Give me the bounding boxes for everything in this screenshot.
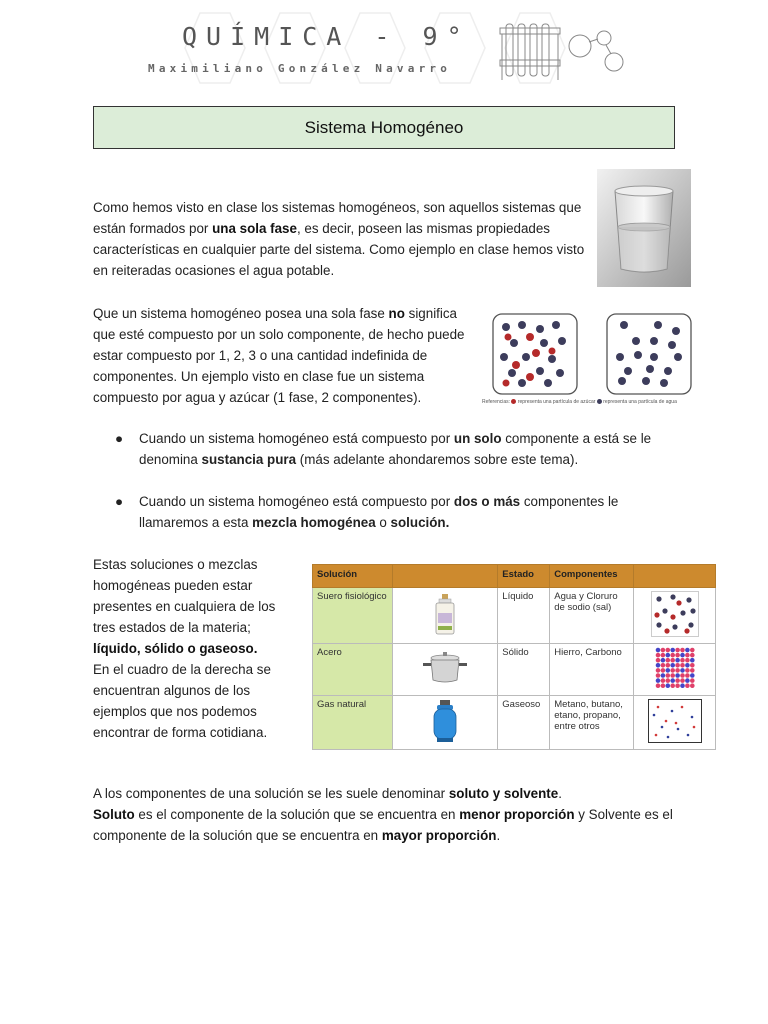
header-estado: Estado bbox=[498, 565, 550, 588]
steel-particle bbox=[675, 678, 680, 683]
steel-particle bbox=[670, 648, 675, 653]
steel-particle bbox=[670, 673, 675, 678]
steel-particle bbox=[655, 683, 660, 688]
steel-particle bbox=[690, 678, 695, 683]
table-row bbox=[313, 644, 716, 696]
soluto-solvente-paragraph bbox=[93, 783, 683, 846]
b1-bold-a: un solo bbox=[453, 431, 502, 446]
steel-particles-icon bbox=[655, 647, 695, 689]
steel-particle bbox=[680, 668, 685, 673]
header-author: Maximiliano González Navarro bbox=[148, 62, 452, 75]
table-row bbox=[313, 696, 716, 750]
saline-bottle-icon bbox=[434, 593, 456, 635]
caption-sugar: representa una partícula de azúcar bbox=[517, 399, 596, 405]
b2-text-c: o bbox=[375, 515, 391, 530]
steel-particle bbox=[690, 648, 695, 653]
soluto-l2-text-a: es el componente de la solución que se encuentra en bbox=[134, 807, 460, 822]
steel-particle bbox=[665, 658, 670, 663]
steel-particle bbox=[690, 673, 695, 678]
caption-label: Referencias: bbox=[482, 399, 511, 405]
cell-componentes: Hierro, Carbono bbox=[550, 644, 634, 696]
header-empty bbox=[392, 565, 498, 588]
header-empty-2 bbox=[634, 565, 716, 588]
steel-particle bbox=[685, 653, 690, 658]
cell-solucion: Suero fisiológico bbox=[313, 588, 393, 644]
cell-solucion: Acero bbox=[313, 644, 393, 696]
cell-componentes: Metano, butano, etano, propano, entre otros bbox=[550, 696, 634, 750]
steel-particle bbox=[665, 673, 670, 678]
b1-bold-b: sustancia pura bbox=[201, 452, 297, 467]
steel-particle bbox=[685, 663, 690, 668]
steel-particle bbox=[685, 658, 690, 663]
steel-particle bbox=[660, 663, 665, 668]
solutions-bold: líquido, sólido o gaseoso. bbox=[93, 641, 258, 656]
intro-p1-text-a: Como hemos visto en clase los sistemas homogéneos, son aquellos sistemas que están formados por bbox=[93, 200, 582, 236]
steel-particle bbox=[655, 648, 660, 653]
steel-particle bbox=[680, 653, 685, 658]
intro-paragraph-1 bbox=[93, 197, 589, 281]
water-particle-icon bbox=[597, 399, 602, 404]
b2-bold-b: mezcla homogénea bbox=[252, 515, 376, 530]
steel-particle bbox=[690, 668, 695, 673]
steel-particle bbox=[665, 678, 670, 683]
steel-particle bbox=[680, 663, 685, 668]
steel-particle bbox=[655, 678, 660, 683]
cell-image bbox=[392, 696, 498, 750]
steel-particle bbox=[670, 668, 675, 673]
steel-particle bbox=[680, 658, 685, 663]
solutions-text-a: Estas soluciones o mezclas homogéneas pueden estar presentes en cualquiera de los tres estados de la materia; bbox=[93, 557, 276, 635]
steel-particle bbox=[675, 683, 680, 688]
steel-particle bbox=[665, 653, 670, 658]
steel-particle bbox=[660, 673, 665, 678]
cell-estado: Gaseoso bbox=[498, 696, 550, 750]
steel-particle bbox=[685, 678, 690, 683]
header-solucion: Solución bbox=[313, 565, 393, 588]
steel-particle bbox=[655, 673, 660, 678]
b1-text-c: (más adelante ahondaremos sobre este tema). bbox=[296, 452, 579, 467]
steel-particle bbox=[680, 683, 685, 688]
steel-particle bbox=[690, 658, 695, 663]
cell-particles bbox=[634, 696, 716, 750]
sugar-water-particles-diagram bbox=[492, 313, 578, 395]
intro-p2-text-a: Que un sistema homogéneo posea una sola fase bbox=[93, 306, 389, 321]
soluto-l2-bold-a: Soluto bbox=[93, 807, 135, 822]
cell-particles bbox=[634, 644, 716, 696]
steel-particle bbox=[670, 653, 675, 658]
steel-particle bbox=[680, 648, 685, 653]
steel-particle bbox=[685, 668, 690, 673]
lab-illustration bbox=[496, 18, 636, 84]
cell-estado: Líquido bbox=[498, 588, 550, 644]
soluto-l2-text-b: y Solvente es el componente de la solución que se encuentra en bbox=[93, 807, 673, 843]
b1-text-b: componente a está se le denomina bbox=[139, 431, 652, 467]
steel-particle bbox=[675, 658, 680, 663]
steel-particle bbox=[660, 658, 665, 663]
steel-particle bbox=[660, 653, 665, 658]
steel-particle bbox=[670, 663, 675, 668]
bullet-dot: ● bbox=[115, 431, 124, 446]
cell-image bbox=[392, 644, 498, 696]
bullet-dot: ● bbox=[115, 494, 124, 509]
b1-text-a: Cuando un sistema homogéneo está compuesto por bbox=[139, 431, 454, 446]
bullet-item-1 bbox=[115, 428, 679, 470]
steel-particle bbox=[660, 678, 665, 683]
page-title-text: Sistema Homogéneo bbox=[304, 117, 464, 137]
steel-particle bbox=[685, 673, 690, 678]
table-header-row bbox=[313, 565, 716, 588]
steel-particle bbox=[675, 653, 680, 658]
sugar-particle-icon bbox=[511, 399, 516, 404]
steel-particle bbox=[665, 663, 670, 668]
intro-p1-text-b: , es decir, poseen las mismas propiedades características en cualquier parte del sistema. Como ejemplo en clase hemos visto en reiteradas ocasiones el agua potable. bbox=[93, 221, 585, 278]
cell-componentes: Agua y Cloruro de sodio (sal) bbox=[550, 588, 634, 644]
soluto-l2-bold-c: mayor proporción bbox=[381, 828, 497, 843]
steel-particle bbox=[665, 683, 670, 688]
saline-particles-icon bbox=[651, 591, 699, 637]
steel-particle bbox=[690, 663, 695, 668]
soluto-l2-bold-b: menor proporción bbox=[459, 807, 575, 822]
particles-caption bbox=[482, 399, 677, 405]
header-title: QUÍMICA - 9° bbox=[182, 22, 471, 51]
b2-bold-a: dos o más bbox=[453, 494, 521, 509]
steel-pot-icon bbox=[421, 650, 469, 686]
b2-text-a: Cuando un sistema homogéneo está compuesto por bbox=[139, 494, 454, 509]
soluto-l1-text-b: . bbox=[558, 786, 562, 801]
b2-text-b: componentes le llamaremos a esta bbox=[139, 494, 619, 530]
gas-cylinder-icon bbox=[431, 699, 459, 743]
soluto-l1-text-a: A los componentes de una solución se les suele denominar bbox=[93, 786, 449, 801]
glass-of-water-image bbox=[597, 169, 691, 287]
steel-particle bbox=[670, 683, 675, 688]
steel-particle bbox=[690, 653, 695, 658]
steel-particle bbox=[665, 668, 670, 673]
intro-paragraph-2 bbox=[93, 303, 481, 408]
intro-p1-bold: una sola fase bbox=[212, 221, 297, 236]
solutions-table bbox=[312, 564, 716, 750]
steel-particle bbox=[675, 663, 680, 668]
steel-particle bbox=[670, 658, 675, 663]
steel-particle bbox=[655, 653, 660, 658]
cell-solucion: Gas natural bbox=[313, 696, 393, 750]
caption-water: representa una partícula de agua bbox=[603, 399, 677, 405]
steel-particle bbox=[655, 658, 660, 663]
steel-particle bbox=[665, 648, 670, 653]
intro-p2-bold: no bbox=[388, 306, 405, 321]
steel-particle bbox=[675, 648, 680, 653]
b2-bold-c: solución. bbox=[390, 515, 450, 530]
solutions-paragraph bbox=[93, 554, 293, 743]
table-row bbox=[313, 588, 716, 644]
steel-particle bbox=[655, 668, 660, 673]
steel-particle bbox=[660, 668, 665, 673]
steel-particle bbox=[660, 648, 665, 653]
gas-particles-icon bbox=[648, 699, 702, 743]
cell-particles bbox=[634, 588, 716, 644]
steel-particle bbox=[675, 673, 680, 678]
steel-particle bbox=[685, 648, 690, 653]
cell-image bbox=[392, 588, 498, 644]
bullet-item-2 bbox=[115, 491, 679, 533]
solutions-text-b: En el cuadro de la derecha se encuentran algunos de los ejemplos que nos podemos encontrar de forma cotidiana. bbox=[93, 662, 271, 740]
intro-p2-text-b: significa que esté compuesto por un solo componente, de hecho puede estar compuesto por 1, 2, 3 o una cantidad indefinida de componentes. Un ejemplo visto en clase fue un sistema compuesto por agua y azúcar (1 fase, 2 componentes). bbox=[93, 306, 465, 405]
steel-particle bbox=[655, 663, 660, 668]
steel-particle bbox=[675, 668, 680, 673]
steel-particle bbox=[680, 678, 685, 683]
steel-particle bbox=[670, 678, 675, 683]
page-title bbox=[93, 106, 675, 149]
soluto-l2-text-c: . bbox=[496, 828, 501, 843]
cell-estado: Sólido bbox=[498, 644, 550, 696]
soluto-l1-bold: soluto y solvente bbox=[448, 786, 559, 801]
steel-particle bbox=[680, 673, 685, 678]
steel-particle bbox=[660, 683, 665, 688]
water-particles-diagram bbox=[606, 313, 692, 395]
header-componentes: Componentes bbox=[550, 565, 634, 588]
steel-particle bbox=[690, 683, 695, 688]
steel-particle bbox=[685, 683, 690, 688]
